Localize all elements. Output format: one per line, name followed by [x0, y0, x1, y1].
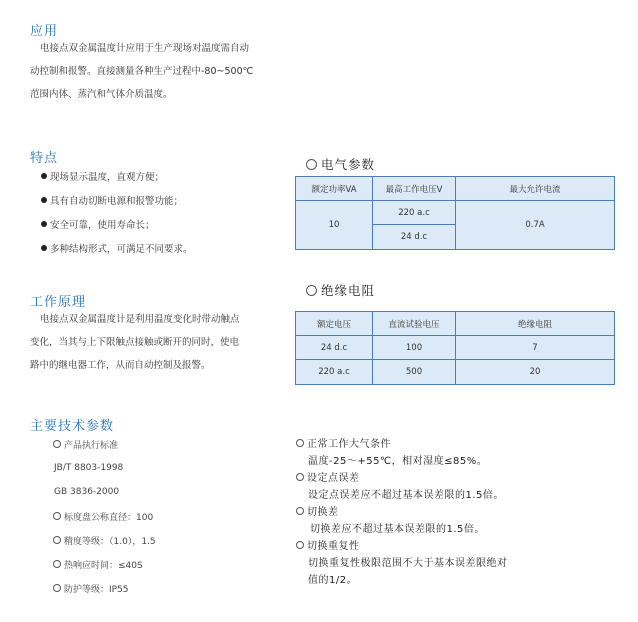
table-cell: 24 d.c: [373, 225, 456, 250]
condition-line: 切换差应不超过基本误差限的1.5倍。: [310, 524, 485, 535]
principle-line: 电接点双金属温度计是利用温度变化时带动触点: [40, 314, 240, 325]
table-cell: 7: [456, 336, 615, 360]
feature-item: [41, 212, 193, 236]
condition-line: 温度-25～+55℃，相对湿度≤85%。: [308, 456, 488, 467]
feature-item: [41, 236, 193, 260]
table-row: [296, 336, 615, 360]
features-heading: 特点: [30, 151, 59, 166]
tech-item: [53, 576, 156, 600]
feature-text: 多种结构形式，可满足不同要求。: [50, 244, 193, 255]
table-cell: 220 a.c: [373, 201, 456, 225]
insulation-table: [295, 311, 615, 385]
tech-text: GB 3836-2000: [54, 487, 120, 497]
table-header: 直流试验电压: [373, 312, 456, 336]
bullet-icon: [41, 245, 47, 251]
circle-bullet-icon: [296, 439, 304, 447]
condition-title-text: 设定点误差: [307, 473, 360, 484]
application-heading: 应用: [30, 24, 59, 39]
circle-bullet-icon: [306, 285, 317, 296]
circle-bullet-icon: [296, 473, 304, 481]
principle-line: 路中的继电器工作，从而自动控制及报警。: [30, 360, 211, 371]
table-header: 最大允许电流: [456, 177, 615, 201]
table-cell: 0.7A: [456, 201, 615, 250]
circle-bullet-icon: [296, 507, 304, 515]
electrical-title: [306, 155, 375, 173]
condition-title: [296, 502, 508, 519]
tech-text: 防护等级：IP55: [64, 584, 129, 595]
condition-line: 设定点误差应不超过基本误差限的1.5倍。: [308, 490, 504, 501]
table-header: 额定功率VA: [296, 177, 373, 201]
tech-item: [53, 432, 156, 456]
bullet-icon: [41, 173, 47, 179]
tech-item: [53, 456, 156, 480]
application-line: 范围内体、蒸汽和气体介质温度。: [30, 89, 173, 100]
table-cell: 24 d.c: [296, 336, 373, 360]
tech-item: [53, 528, 156, 552]
table-header: 最高工作电压V: [373, 177, 456, 201]
circle-bullet-icon: [53, 560, 61, 568]
table-header: 额定电压: [296, 312, 373, 336]
application-line: 电接点双金属温度计应用于生产现场对温度需自动: [40, 43, 250, 54]
condition-title-text: 切换重复性: [307, 541, 360, 552]
tech-item: [53, 504, 156, 528]
tech-text: JB/T 8803-1998: [54, 463, 124, 473]
tech-text: 产品执行标准: [64, 440, 119, 451]
feature-text: 现场显示温度，直观方便；: [50, 172, 165, 183]
tech-heading: 主要技术参数: [30, 419, 115, 434]
circle-bullet-icon: [53, 584, 61, 592]
features-list: [41, 164, 193, 260]
insulation-title: [306, 281, 375, 299]
principle-line: 变化，当其与上下限触点接触或断开的同时，使电: [30, 337, 240, 348]
principle-heading: 工作原理: [30, 295, 87, 310]
feature-text: 安全可靠，使用寿命长；: [50, 220, 155, 231]
feature-item: [41, 164, 193, 188]
circle-bullet-icon: [296, 541, 304, 549]
tech-item: [53, 552, 156, 576]
application-text: [30, 37, 253, 106]
bullet-icon: [41, 197, 47, 203]
conditions-list: [296, 434, 508, 587]
application-line: 动控制和报警。直接测量各种生产过程中-80~500℃: [30, 66, 254, 77]
table-cell: 10: [296, 201, 373, 250]
table-cell: 500: [373, 360, 456, 385]
circle-bullet-icon: [53, 536, 61, 544]
electrical-title-text: 电气参数: [321, 157, 376, 172]
condition-title: [296, 468, 508, 485]
circle-bullet-icon: [306, 159, 317, 170]
tech-text: 标度盘公称直径：100: [64, 512, 154, 523]
insulation-title-text: 绝缘电阻: [321, 283, 376, 298]
table-cell: 20: [456, 360, 615, 385]
table-cell: 220 a.c: [296, 360, 373, 385]
circle-bullet-icon: [53, 512, 61, 520]
tech-item: [53, 480, 156, 504]
condition-title: [296, 536, 508, 553]
tech-list: [53, 432, 156, 600]
table-row: [296, 360, 615, 385]
feature-text: 具有自动切断电源和报警功能；: [50, 196, 184, 207]
table-header: 绝缘电阻: [456, 312, 615, 336]
feature-item: [41, 188, 193, 212]
table-cell: 100: [373, 336, 456, 360]
condition-line: 值的1/2。: [308, 575, 358, 586]
condition-title: [296, 434, 508, 451]
condition-title-text: 切换差: [307, 507, 339, 518]
tech-text: 热响应时间：≤40S: [64, 560, 143, 571]
electrical-table: [295, 176, 615, 250]
principle-text: [30, 308, 240, 377]
bullet-icon: [41, 221, 47, 227]
tech-text: 精度等级：（1.0），1.5: [64, 536, 156, 547]
condition-line: 切换重复性极限范围不大于基本误差限绝对: [308, 558, 508, 569]
circle-bullet-icon: [53, 440, 61, 448]
condition-title-text: 正常工作大气条件: [307, 439, 391, 450]
